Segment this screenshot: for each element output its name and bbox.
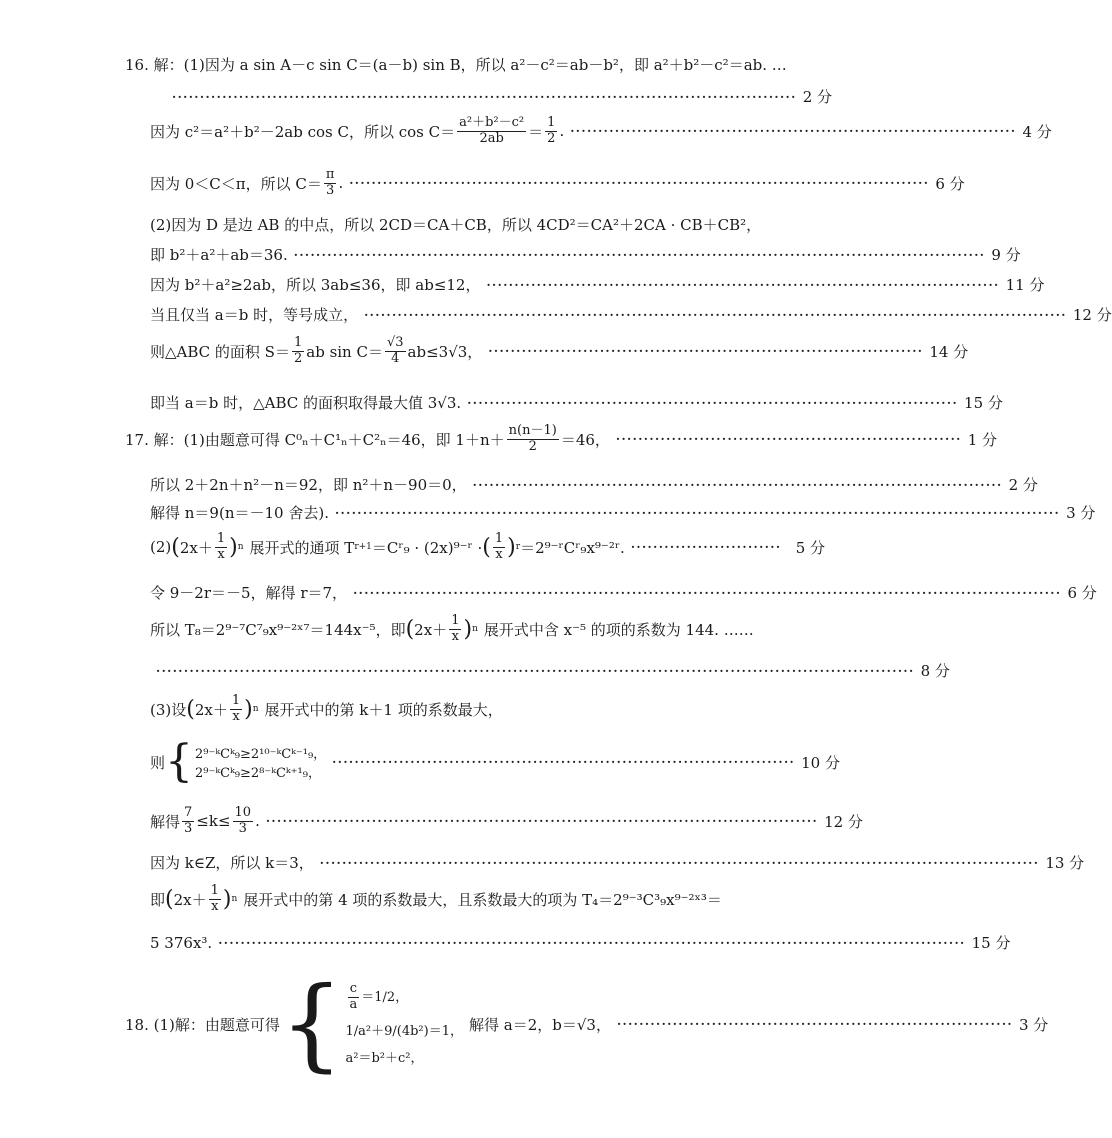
score-label: 12 分 [1072,306,1112,324]
problem-17-line-4 [150,532,825,563]
leader-dots: ················································································ [570,124,1017,139]
fraction: $\frac{n(n-1)}{2}$ [508,423,557,454]
solution-text: ＝46， [560,430,610,449]
problem-16-line-10 [150,392,1003,413]
fraction: $\frac{1}{x}$ [216,531,226,562]
leader-dots: ······························································ [615,432,962,447]
leader-dots: ··················································································· [332,755,796,769]
solution-text: 因为 0＜C＜π，所以 C＝ [150,174,322,193]
left-brace: { [165,736,194,787]
leader-dots: ························································································ [467,395,959,410]
solution-text: 即当 a＝b 时，△ABC 的面积取得最大值 3√3. [150,394,462,412]
period: . [255,812,260,831]
system-row: $\frac{c}{a}$ ＝1/2， [349,980,409,1012]
term: 2x＋ [194,700,228,719]
solution-text: ab sin C＝ [306,342,383,361]
score-label: 15 分 [971,934,1011,952]
problem-17-line-9 [150,736,840,787]
problem-16-line-9 [150,335,969,367]
paren: ) [507,534,516,560]
system-row: a²＝b²＋c²， [345,1051,424,1067]
paren: ( [186,696,195,722]
score-label: 12 分 [824,812,863,831]
solution-text: 所以 T₈＝2⁹⁻⁷C⁷₉x⁹⁻²ˣ⁷＝144x⁻⁵，即 [150,620,406,639]
solution-text: 展开式的通项 T [249,538,355,557]
score-label: 11 分 [1005,276,1045,294]
paren: ) [463,616,473,642]
left-brace: { [279,965,344,1082]
problem-17-line-2 [150,474,1038,495]
solution-text: 解得 n＝9(n＝－10 舍去). [150,504,329,522]
fraction: $\frac{1}{x}$ [231,693,241,724]
score-label: 6 分 [1067,584,1097,602]
solution-text: 即 [150,890,166,909]
term: 2x＋ [414,620,448,639]
leader-dots: ···························································································································· [293,247,986,262]
score-label: 2 分 [1008,476,1038,494]
problem-16-line-8 [150,304,1112,325]
leader-dots: ··································································································· [265,814,819,829]
score-label: 5 分 [795,538,825,557]
score-label: 14 分 [929,342,969,361]
solution-text: 即 b²＋a²＋ab＝36. [150,246,288,264]
solution-text: 18. (1)解：由题意可得 [125,1015,280,1034]
exponent: n [472,624,478,635]
solution-text: ＝2⁹⁻ʳCʳ₉x⁹⁻²ʳ. [520,538,625,557]
solution-text: 5 376x³. [150,933,213,952]
problem-17-line-11 [150,852,1085,873]
leader-dots: ··························· [630,540,782,555]
equals: ＝ [528,122,544,141]
leader-dots: ······································································· [616,1017,1013,1031]
fraction: $\frac{1}{2}$ [547,115,556,146]
paren: ) [229,534,238,560]
system-row: 2⁹⁻ᵏCᵏ₉≥2¹⁰⁻ᵏCᵏ⁻¹₉， [195,747,327,762]
problem-17-line-1 [125,423,998,455]
fraction: $\frac{√3}{4}$ [386,335,404,366]
problem-17-line-10 [150,805,863,837]
system-row: 2⁹⁻ᵏCᵏ₉≥2⁸⁻ᵏCᵏ⁺¹₉， [195,766,321,781]
problem-16-line-5 [150,214,830,235]
paren: ( [405,616,415,642]
period: . [338,174,344,193]
exponent: n [231,894,238,905]
leader-dots: ······································································································································ [218,935,966,950]
solution-text: 展开式中的第 k＋1 项的系数最大， [264,700,503,719]
score-label: 1 分 [967,430,998,449]
problem-17-line-12 [150,884,830,915]
solution-text: (2) [150,538,172,557]
solution-text: 则△ABC 的面积 S＝ [150,342,290,361]
solution-text: 展开式中含 x⁻⁵ 的项的系数为 144. …… [483,620,754,639]
leader-dots: ······························································································· [472,477,1003,492]
score-label: 9 分 [991,246,1021,264]
solution-text: ab≤3√3， [407,342,483,361]
fraction: $\frac{10}{3}$ [234,805,252,836]
solution-text: 16. 解：(1)因为 a sin A－c sin C＝(a－b) sin B，所以 a²－c²＝ab－b²，即 a²＋b²－c²＝ab. … [125,56,787,74]
leader-dots: ·············································································· [488,344,924,359]
leader-dots: ·································································································································· [334,505,1061,520]
fraction: $\frac{\text{a²＋b²－c²}}{2ab}$ [459,115,525,146]
problem-16-line-6 [150,244,1021,265]
paren: ) [222,886,232,912]
solution-text: (2)因为 D 是边 AB 的中点，所以 2CD＝CA＋CB，所以 4CD²＝CA²＋2CA · CB＋CB²， [150,216,762,234]
solution-text: 展开式中的第 4 项的系数最大，且系数最大的项为 T₄＝2⁹⁻³C³₉x⁹⁻²ˣ³＝ [243,890,722,909]
solution-text: 当且仅当 a＝b 时，等号成立， [150,306,359,324]
solution-text: 令 9－2r＝－5，解得 r＝7， [150,584,348,602]
solution-text: 解得 a＝2，b＝√3， [468,1015,611,1034]
paren: ( [165,886,174,912]
exponent: r [515,542,521,553]
paren: ) [244,696,253,722]
problem-17-line-6 [150,614,830,645]
period: . [559,122,565,141]
exponent: n [237,542,244,553]
score-label: 6 分 [935,174,965,193]
fraction: $\frac{1}{x}$ [451,613,460,644]
problem-16-line-3 [150,115,1052,147]
leader-dots: ········································································································ [349,176,930,191]
paren: ( [482,534,491,560]
score-label: 8 分 [920,662,950,680]
leader-dots: ······························································································································ [364,307,1067,322]
fraction: $\frac{\pi}{3}$ [325,167,335,198]
solution-text: ＝Cʳ₉ · (2x)⁹⁻ʳ · [371,538,483,557]
score-label: 15 分 [964,394,1003,412]
problem-17-line-13 [150,932,1011,953]
score-label: 10 分 [801,753,840,772]
subscript: r+1 [354,542,372,553]
score-label: 4 分 [1022,122,1052,141]
score-label: 13 分 [1045,854,1085,872]
leader-dots: ················································································································ [172,89,797,104]
leader-dots: ········································································································································ [156,663,915,678]
leader-dots: ······························································································································· [353,585,1062,600]
score-label: 3 分 [1018,1015,1049,1034]
fraction: $\frac{1}{2}$ [293,335,303,366]
problem-17-line-5 [150,582,1097,603]
solution-text: ≤k≤ [196,812,231,831]
score-line [166,86,833,107]
paren: ( [171,534,180,560]
solution-text: (3)设 [150,700,187,719]
score-label: 3 分 [1066,504,1096,522]
solution-text: 所以 2＋2n＋n²－n＝92，即 n²＋n－90＝0， [150,476,467,494]
fraction: $\frac{7}{3}$ [184,805,193,836]
term: 2x＋ [173,890,207,909]
solution-text: 解得 [150,812,181,831]
score-line [150,660,950,681]
score-label: 2 分 [802,88,833,106]
system-row: 1/a²＋9/(4b²)＝1， [345,1024,463,1040]
exponent: n [252,704,259,715]
solution-text: 因为 c²＝a²＋b²－2ab cos C，所以 cos C＝ [150,122,456,141]
solution-text: 则 [150,753,166,772]
solution-text: 17. 解：(1)由题意可得 C⁰ₙ＋C¹ₙ＋C²ₙ＝46，即 1＋n＋ [125,430,505,449]
inequality-system [195,743,326,781]
problem-16-line-7 [150,274,1045,295]
leader-dots: ···························································································· [486,277,1000,292]
solution-text: 因为 k∈Z，所以 k＝3， [150,854,314,872]
problem-16-line-1 [125,54,825,75]
problem-17-line-3 [150,502,1096,523]
problem-17-line-8 [150,694,825,725]
problem-16-line-4 [150,167,965,199]
solution-text: 因为 b²＋a²≥2ab，所以 3ab≤36，即 ab≤12， [150,276,481,294]
problem-18-line-1 [125,962,1049,1086]
equation-system [346,982,463,1067]
leader-dots: ································································································································· [319,855,1040,870]
term: 2x＋ [179,538,213,557]
fraction: $\frac{1}{x}$ [494,531,504,562]
fraction: $\frac{1}{x}$ [210,883,219,914]
